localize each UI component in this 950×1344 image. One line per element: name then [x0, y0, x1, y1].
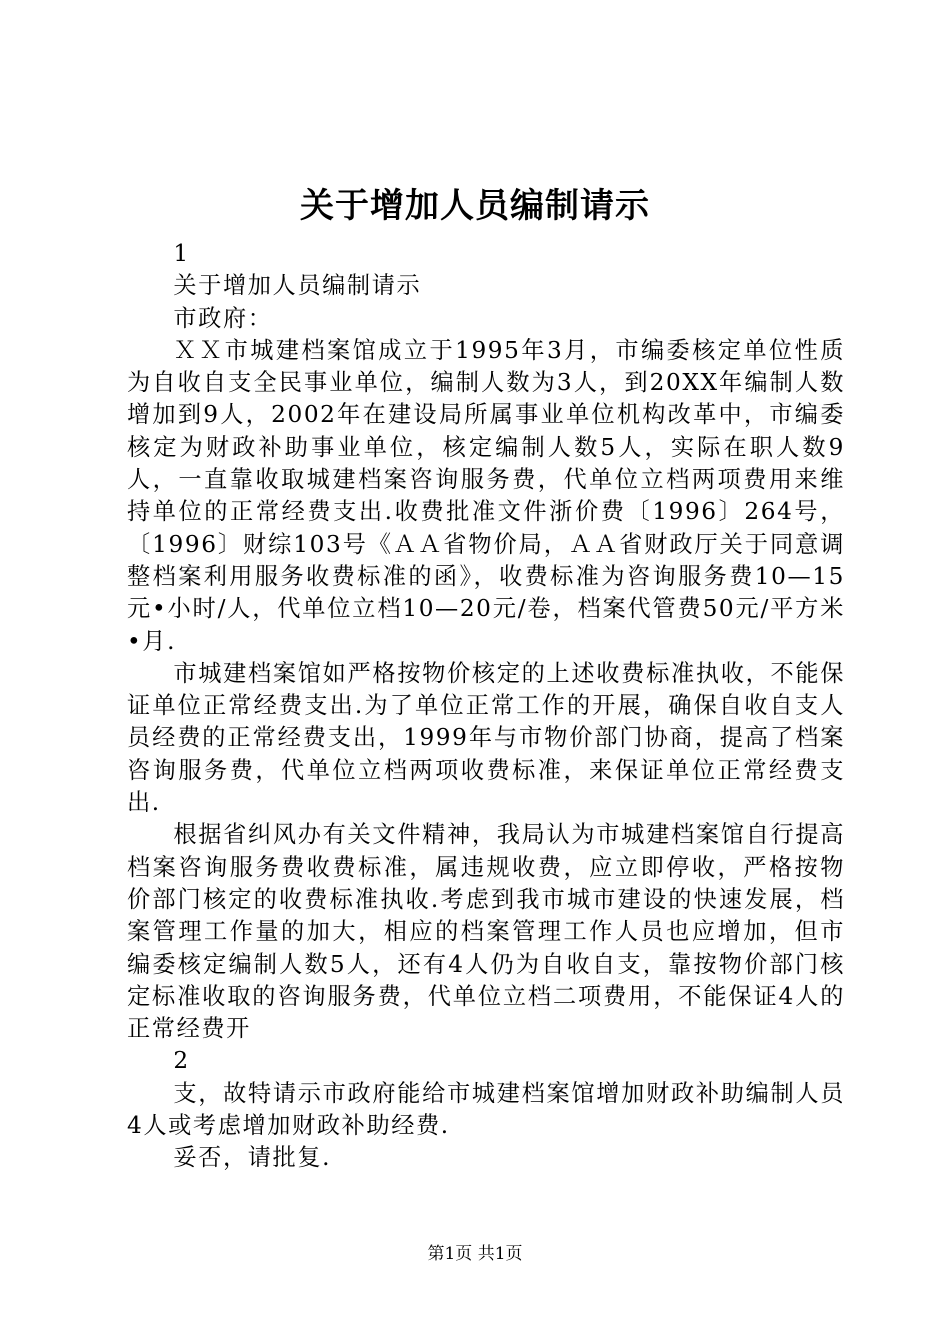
- document-body: [127, 238, 845, 1175]
- page-number-marker: 1: [173, 240, 190, 267]
- body-paragraph: 市城建档案馆如严格按物价核定的上述收费标准执收，不能保证单位正常经费支出.为了单位正常工作的开展，确保自收自支人员经费的正常经费支出，1999年与市物价部门协商，提高了档案咨询服务费，代单位立档两项收费标准，来保证单位正常经费支出.: [127, 659, 845, 817]
- body-paragraph: 支，故特请示市政府能给市城建档案馆增加财政补助编制人员4人或考虑增加财政补助经费.: [127, 1079, 845, 1140]
- document-title: 关于增加人员编制请示: [300, 186, 650, 226]
- page-footer: 第1页 共1页: [427, 1244, 523, 1264]
- body-paragraph: 根据省纠风办有关文件精神，我局认为市城建档案馆自行提高档案咨询服务费收费标准，属违规收费，应立即停收，严格按物价部门核定的收费标准执收.考虑到我市城市建设的快速发展，档案管理工作量的加大，相应的档案管理工作人员也应增加，但市编委核定编制人数5人，还有4人仍为自收自支，靠按物价部门核定标准收取的咨询服务费，代单位立档二项费用，不能保证4人的正常经费开: [127, 821, 845, 1043]
- page-number-marker: 2: [173, 1047, 190, 1075]
- body-paragraph: ＸＸ市城建档案馆成立于1995年3月，市编委核定单位性质为自收自支全民事业单位，编制人数为3人，到20XX年编制人数增加到9人，2002年在建设局所属事业单位机构改革中，市编委核定为财政补助事业单位，核定编制人数5人，实际在职人数9人，一直靠收取城建档案咨询服务费，代单位立档两项费用来维持单位的正常经费支出.收费批准文件浙价费〔1996〕264号，〔1996〕财综103号《ＡＡ省物价局，ＡＡ省财政厅关于同意调整档案利用服务收费标准的函》，收费标准为咨询服务费10—15元•小时/人，代单位立档10—20元/卷，档案代管费50元/平方米•月.: [127, 336, 845, 655]
- closing-line: 妥否，请批复.: [173, 1144, 332, 1172]
- subtitle-line: 关于增加人员编制请示: [173, 272, 422, 300]
- salutation: 市政府：: [173, 304, 273, 332]
